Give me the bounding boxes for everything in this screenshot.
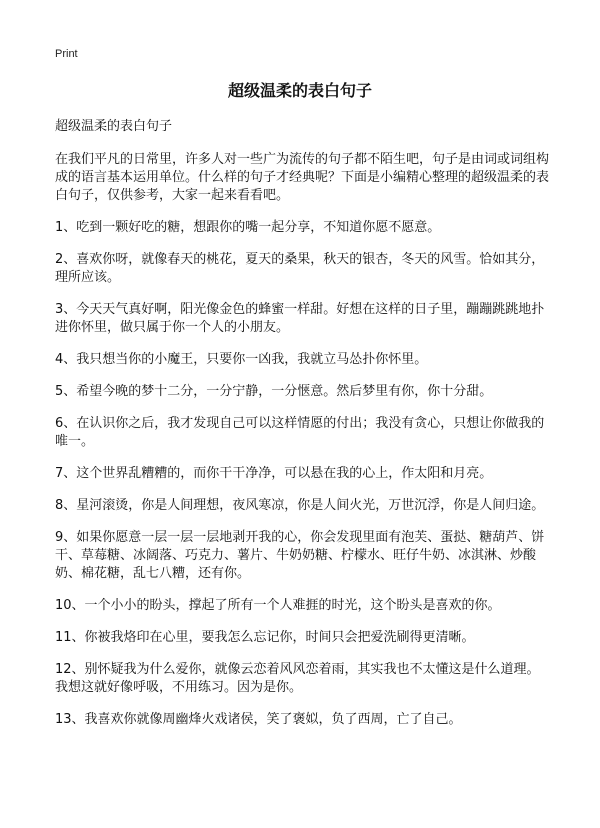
list-item: 7、这个世界乱糟糟的，而你干干净净，可以悬在我的心上，作太阳和月亮。 xyxy=(55,466,493,481)
list-item: 6、在认识你之后，我才发现自己可以这样情愿的付出；我没有贪心，只想让你做我的唯一。 xyxy=(55,416,545,449)
list-item: 2、喜欢你呀，就像春天的桃花，夏天的桑果，秋天的银杏，冬天的风雪。恰如其分，理所应该。 xyxy=(55,252,545,285)
list-item: 3、今天天气真好啊，阳光像金色的蜂蜜一样甜。好想在这样的日子里，蹦蹦跳跳地扑进你怀里，做只属于你一个人的小朋友。 xyxy=(55,302,545,335)
list-item: 8、星河滚烫，你是人间理想，夜风寒凉，你是人间火光，万世沉浮，你是人间归途。 xyxy=(55,498,545,513)
list-item: 5、希望今晚的梦十二分，一分宁静，一分惬意。然后梦里有你，你十分甜。 xyxy=(55,384,493,399)
print-link[interactable]: Print xyxy=(55,48,78,60)
document-title: 超级温柔的表白句子 xyxy=(227,81,372,100)
document-subtitle: 超级温柔的表白句子 xyxy=(55,119,173,134)
list-item: 12、别怀疑我为什么爱你，就像云恋着风风恋着雨，其实我也不太懂这是什么道理。我想这就好像呼吸，不用练习。因为是你。 xyxy=(55,662,540,695)
intro-paragraph: 在我们平凡的日常里，许多人对一些广为流传的句子都不陌生吧，句子是由词或词组构成的语言基本运用单位。什么样的句子才经典呢？下面是小编精心整理的超级温柔的表白句子，仅供参考，大家一起来看看吧。 xyxy=(55,152,550,203)
list-item: 13、我喜欢你就像周幽烽火戏诸侯，笑了褒姒，负了西周，亡了自己。 xyxy=(55,712,462,727)
list-item: 9、如果你愿意一层一层一层地剥开我的心，你会发现里面有泡芙、蛋挞、糖葫芦、饼干、草莓糖、冰阔落、巧克力、薯片、牛奶奶糖、柠檬水、旺仔牛奶、冰淇淋、炒酸奶、棉花糖，乱七八糟，还有你。 xyxy=(55,530,545,581)
list-item: 11、你被我烙印在心里，要我怎么忘记你，时间只会把爱洗刷得更清晰。 xyxy=(55,630,475,645)
list-item: 1、吃到一颗好吃的糖，想跟你的嘴一起分享，不知道你愿不愿意。 xyxy=(55,220,441,235)
document-body xyxy=(55,118,550,743)
list-item: 10、一个小小的盼头，撑起了所有一个人难捱的时光，这个盼头是喜欢的你。 xyxy=(55,598,501,613)
list-item: 4、我只想当你的小魔王，只要你一凶我，我就立马怂扑你怀里。 xyxy=(55,352,428,367)
